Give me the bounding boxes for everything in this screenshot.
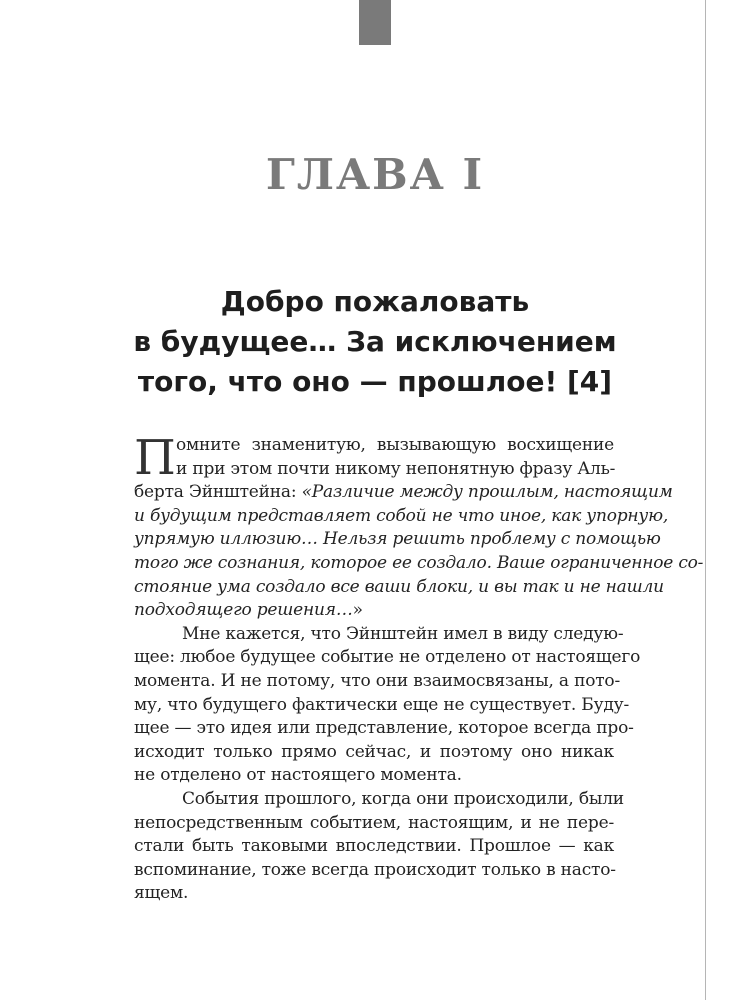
text-line: момента. И не потому, что они взаимосвязаны, а пото- (134, 670, 621, 691)
quote-line: того же сознания, которое ее создало. Ваше ограниченное со- (134, 552, 704, 573)
quote-line: упрямую иллюзию… Нельзя решить проблему с помощью (134, 529, 661, 550)
paragraph (134, 430, 704, 623)
text-line: му, что будущего фактически еще не существует. Буду- (134, 694, 630, 715)
text-line (134, 599, 614, 623)
chapter-marker-tab (359, 0, 391, 45)
paragraph (134, 788, 624, 906)
quote-line: и будущим представляет собой не что иное, как упорную, (134, 505, 669, 526)
quote-span: «Различие между прошлым, настоящим (301, 482, 673, 503)
text-line: не отделено от настоящего момента. (134, 765, 462, 786)
quote-span: подходящего решения… (134, 600, 353, 621)
chapter-number: ГЛАВА I (265, 150, 485, 199)
chapter-title (120, 282, 630, 402)
chapter-title-line: того, что оно — прошлое! [4] (137, 365, 613, 398)
text-line: щее — это идея или представление, которое всегда про- (134, 718, 634, 739)
text-line: Мне кажется, что Эйнштейн имел в виду следую- (182, 623, 624, 644)
body-text (134, 430, 704, 906)
text-line: омните знаменитую, вызывающую восхищение (176, 435, 614, 455)
paragraph (134, 623, 641, 788)
chapter-title-line: Добро пожаловать (220, 285, 530, 318)
text-line: и при этом почти никому непонятную фразу Аль- (176, 458, 616, 479)
text-line (134, 481, 673, 505)
text-line: События прошлого, когда они происходили, были (182, 788, 624, 809)
text-line: вспоминание, тоже всегда происходит только в насто- (134, 859, 616, 880)
text-line: стали быть таковыми впоследствии. Прошлое — как (134, 836, 614, 857)
text-span: берта Эйнштейна: (134, 482, 302, 503)
text-line: ящем. (134, 883, 189, 904)
chapter-title-line: в будущее… За исключением (133, 325, 617, 358)
drop-cap: П (134, 430, 176, 486)
text-line: исходит только прямо сейчас, и поэтому оно никак (134, 741, 614, 762)
text-line: щее: любое будущее событие не отделено от настоящего (134, 647, 641, 668)
quote-close: » (352, 600, 363, 621)
text-line: непосредственным событием, настоящим, и не пере- (134, 812, 614, 833)
quote-line: стояние ума создало все ваши блоки, и вы так и не нашли (134, 576, 664, 597)
